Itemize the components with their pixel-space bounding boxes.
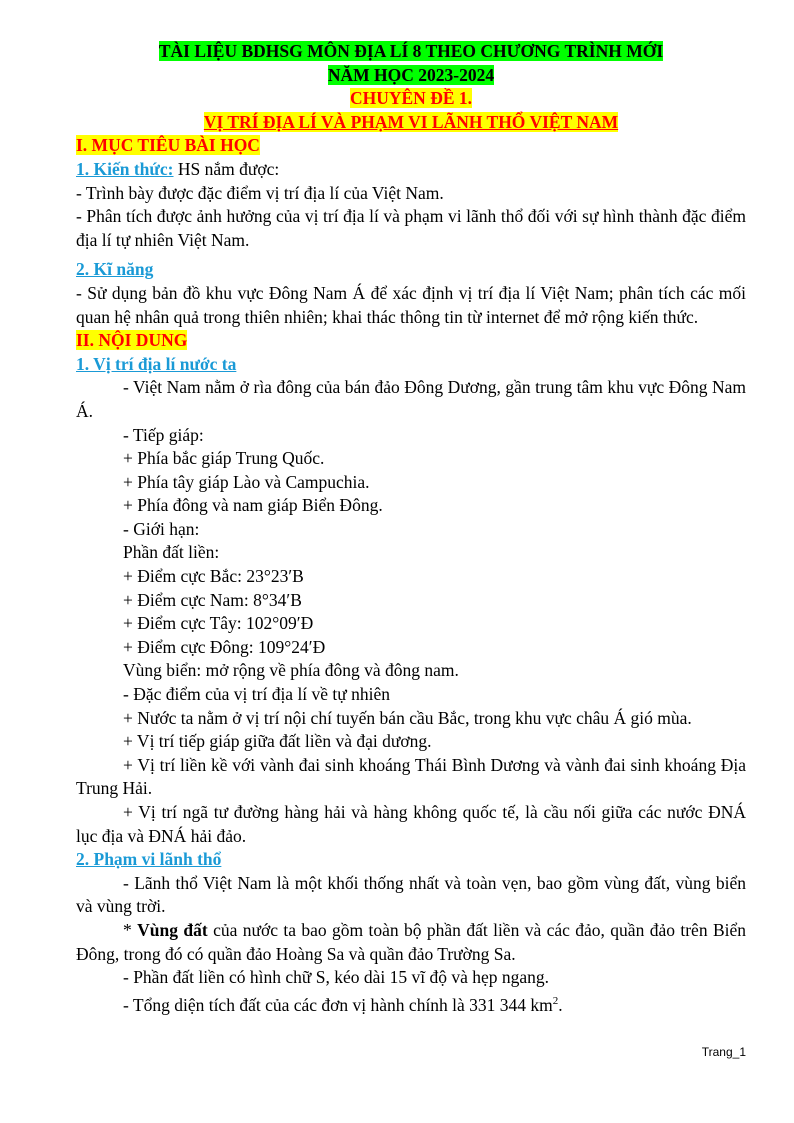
- sub1-line-13: - Đặc điểm của vị trí địa lí về tự nhiên: [123, 684, 391, 705]
- topic-number: CHUYÊN ĐỀ 1.: [349, 88, 473, 109]
- document-page: [76, 40, 746, 1017]
- section2-heading: II. NỘI DUNG: [76, 330, 188, 351]
- sub2-line-2: * Vùng đất của nước ta bao gồm toàn bộ phần đất liền và các đảo, quần đảo trên Biển Đông, trong đó có quần đảo Hoàng Sa và quần đảo Trường Sa.: [76, 919, 746, 964]
- sub1-line-5: + Phía đông và nam giáp Biển Đông.: [123, 495, 383, 516]
- sub1-line-9: + Điểm cực Nam: 8°34′B: [123, 589, 302, 610]
- sub1-line-2: - Tiếp giáp:: [123, 424, 204, 445]
- knowledge-item-2: - Phân tích được ảnh hưởng của vị trí địa lí và phạm vi lãnh thổ đối với sự hình thành đặc điểm địa lí tự nhiên Việt Nam.: [76, 206, 746, 250]
- sub1-heading: 1. Vị trí địa lí nước ta: [76, 353, 237, 374]
- knowledge-item-1: - Trình bày được đặc điểm vị trí địa lí của Việt Nam.: [76, 182, 444, 203]
- sub1-line-3: + Phía bắc giáp Trung Quốc.: [123, 448, 325, 469]
- sub1-line-8: + Điểm cực Bắc: 23°23′B: [123, 566, 304, 587]
- sub1-line-17: + Vị trí ngã tư đường hàng hải và hàng không quốc tế, là cầu nối giữa các nước ĐNÁ lục địa và ĐNÁ hải đảo.: [76, 802, 746, 846]
- sub1-line-16: + Vị trí liền kề với vành đai sinh khoáng Thái Bình Dương và vành đai sinh khoáng Địa Trung Hải.: [76, 754, 746, 799]
- skill-text: - Sử dụng bản đồ khu vực Đông Nam Á để xác định vị trí địa lí Việt Nam; phân tích các mối quan hệ nhân quả trong thiên nhiên; khai thác thông tin từ internet để mở rộng kiến thức.: [76, 282, 746, 327]
- page-number: Trang_1: [701, 1045, 746, 1059]
- sub1-line-11: + Điểm cực Đông: 109°24′Đ: [123, 636, 326, 657]
- section1-heading: I. MỤC TIÊU BÀI HỌC: [76, 135, 260, 156]
- sub1-line-4: + Phía tây giáp Lào và Campuchia.: [123, 471, 370, 492]
- header-line1: TÀI LIỆU BDHSG MÔN ĐỊA LÍ 8 THEO CHƯƠNG TRÌNH MỚI: [158, 41, 664, 61]
- sub1-line-1: - Việt Nam nằm ở rìa đông của bán đảo Đông Dương, gần trung tâm khu vực Đông Nam Á.: [76, 377, 746, 421]
- header-line2: NĂM HỌC 2023-2024: [327, 64, 495, 85]
- knowledge-line: 1. Kiến thức: HS nắm được:: [76, 158, 280, 179]
- skill-heading: 2. Kĩ năng: [76, 259, 154, 280]
- topic-title: VỊ TRÍ ĐỊA LÍ VÀ PHẠM VI LÃNH THỔ VIỆT NAM: [203, 111, 619, 132]
- sub1-line-10: + Điểm cực Tây: 102°09′Đ: [123, 613, 314, 634]
- sub1-line-6: - Giới hạn:: [123, 518, 200, 539]
- sub2-line-1: - Lãnh thổ Việt Nam là một khối thống nhất và toàn vẹn, bao gồm vùng đất, vùng biển và vùng trời.: [76, 872, 746, 917]
- sub1-line-15: + Vị trí tiếp giáp giữa đất liền và đại dương.: [123, 731, 432, 752]
- sub1-line-14: + Nước ta nằm ở vị trí nội chí tuyến bán cầu Bắc, trong khu vực châu Á gió mùa.: [123, 707, 692, 728]
- sub2-heading: 2. Phạm vi lãnh thổ: [76, 849, 222, 870]
- sub2-line-3: - Phần đất liền có hình chữ S, kéo dài 15 vĩ độ và hẹp ngang.: [123, 967, 549, 988]
- sub1-line-7: Phần đất liền:: [123, 542, 220, 563]
- sub1-line-12: Vùng biển: mở rộng về phía đông và đông nam.: [123, 660, 459, 681]
- sub2-line-4: - Tổng diện tích đất của các đơn vị hành chính là 331 344 $km^2$.: [123, 994, 563, 1015]
